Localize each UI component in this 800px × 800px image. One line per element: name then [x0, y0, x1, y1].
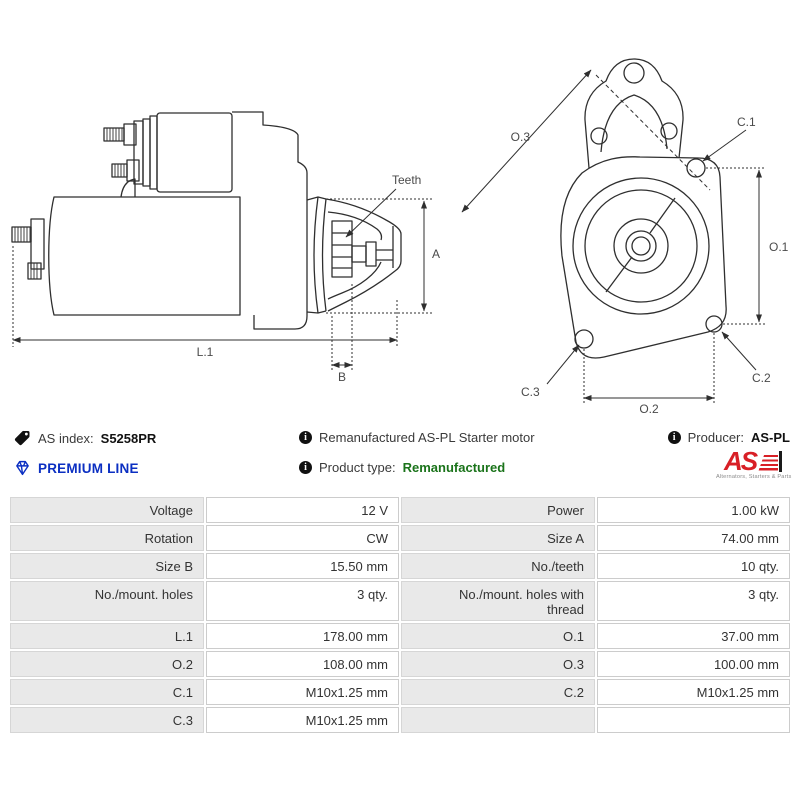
spec-label: O.3 [401, 651, 595, 677]
dimension-b-label: B [337, 370, 347, 384]
spec-value: 15.50 mm [206, 553, 399, 579]
c1-leader-line [703, 130, 746, 161]
as-logo-stripes [758, 455, 778, 472]
product-type-value: Remanufactured [402, 460, 506, 475]
teeth-label: Teeth [392, 173, 422, 187]
dimension-c3-label: C.3 [521, 385, 540, 399]
product-type-item [299, 460, 505, 475]
spec-value: 108.00 mm [206, 651, 399, 677]
spec-value: 3 qty. [206, 581, 399, 621]
as-index-item [14, 430, 156, 447]
spec-label: No./teeth [401, 553, 595, 579]
spec-label: Power [401, 497, 595, 523]
spec-value: CW [206, 525, 399, 551]
info-icon: i [299, 431, 312, 444]
spec-value: 3 qty. [597, 581, 790, 621]
product-type-label: Product type: [319, 460, 396, 475]
spec-label: Voltage [10, 497, 204, 523]
teeth-leader-line [346, 189, 396, 237]
spec-value: 178.00 mm [206, 623, 399, 649]
info-icon: i [668, 431, 681, 444]
spec-label: L.1 [10, 623, 204, 649]
as-pl-logo [716, 448, 790, 480]
as-logo-bar [779, 451, 782, 472]
side-view-dimensions [13, 189, 432, 372]
dimension-o1-label: O.1 [769, 240, 789, 254]
as-logo-tagline: Alternators, Starters & Parts [716, 474, 792, 480]
spec-value [597, 707, 790, 733]
spec-label: No./mount. holes with thread [401, 581, 595, 621]
spec-label: O.1 [401, 623, 595, 649]
spec-value: 1.00 kW [597, 497, 790, 523]
front-view-outline [561, 59, 726, 358]
spec-label: C.3 [10, 707, 204, 733]
dimension-c2-label: C.2 [752, 371, 771, 385]
side-view-outline [12, 112, 401, 329]
dimension-c1-label: C.1 [737, 115, 756, 129]
producer-item [668, 430, 790, 445]
spec-value: M10x1.25 mm [206, 679, 399, 705]
spec-value: M10x1.25 mm [206, 707, 399, 733]
spec-value: 74.00 mm [597, 525, 790, 551]
spec-value: 12 V [206, 497, 399, 523]
spec-value: 10 qty. [597, 553, 790, 579]
spec-label: Size B [10, 553, 204, 579]
spec-label: C.1 [10, 679, 204, 705]
c3-leader-line [547, 345, 579, 384]
spec-label: C.2 [401, 679, 595, 705]
spec-label: Rotation [10, 525, 204, 551]
spec-value: 37.00 mm [597, 623, 790, 649]
description-text: Remanufactured AS-PL Starter motor [319, 430, 535, 445]
as-logo-text: AS [723, 446, 757, 476]
spec-label: Size A [401, 525, 595, 551]
as-index-value: S5258PR [100, 431, 157, 446]
spec-label [401, 707, 595, 733]
spec-label: No./mount. holes [10, 581, 204, 621]
dimension-o2-label: O.2 [639, 402, 659, 416]
dimension-l1-label: L.1 [196, 345, 214, 359]
premium-line-item [14, 460, 139, 476]
dimension-a-label: A [432, 247, 441, 261]
producer-value: AS-PL [751, 430, 790, 445]
spec-value: 100.00 mm [597, 651, 790, 677]
info-icon: i [299, 461, 312, 474]
c2-leader-line [722, 332, 756, 370]
as-index-label: AS index: [38, 431, 94, 446]
spec-value: M10x1.25 mm [597, 679, 790, 705]
spec-table [10, 497, 790, 733]
spec-label: O.2 [10, 651, 204, 677]
diamond-icon [14, 460, 31, 476]
producer-label: Producer: [687, 430, 744, 445]
dimension-o3-label: O.3 [510, 130, 530, 144]
tag-icon [14, 430, 31, 447]
description-item [299, 430, 535, 445]
front-view-dimensions [462, 70, 766, 404]
premium-line-label: PREMIUM LINE [38, 460, 139, 476]
